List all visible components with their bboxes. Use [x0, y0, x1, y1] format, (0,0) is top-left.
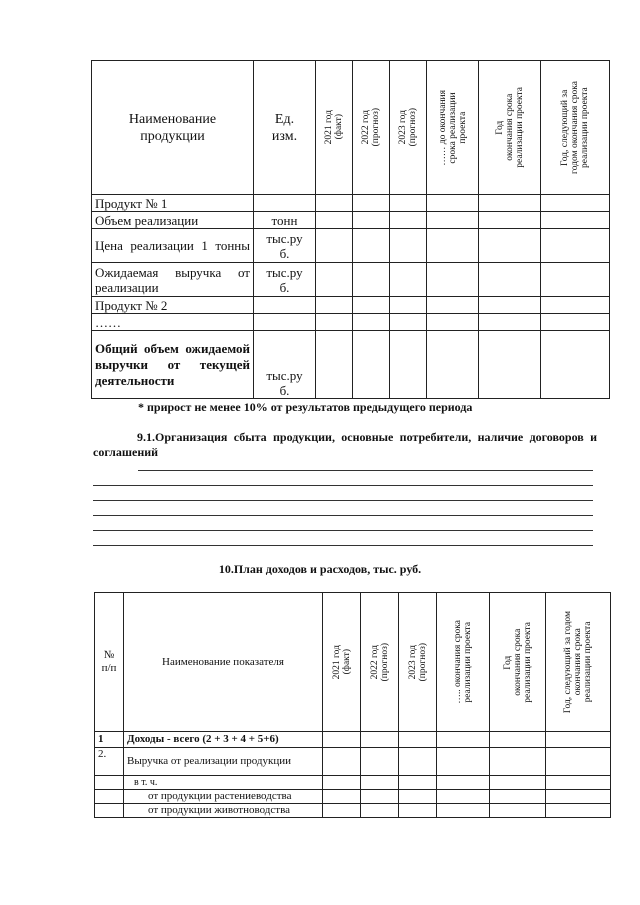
- row-unit: тонн: [254, 212, 316, 229]
- table-row: [95, 804, 611, 818]
- products-table: [91, 60, 610, 399]
- row-number: 1: [95, 732, 124, 748]
- header-until-end: ….. окончания срока реализации проекта: [437, 593, 490, 732]
- header-year-2023: 2023 год (прогноз): [390, 61, 427, 195]
- fill-line: [93, 485, 593, 486]
- table-row: [92, 297, 610, 314]
- header-unit: Ед. изм.: [254, 61, 316, 195]
- header-number: № п/п: [95, 593, 124, 732]
- table-row: [92, 263, 610, 297]
- row-name: Объем реализации: [92, 212, 254, 229]
- row-name: Продукт № 2: [92, 297, 254, 314]
- table-row: [95, 776, 611, 790]
- row-number: [95, 804, 124, 818]
- row-unit: [254, 195, 316, 212]
- table-row: [95, 790, 611, 804]
- section-10-title: 10.План доходов и расходов, тыс. руб.: [218, 562, 422, 576]
- table-row: [95, 748, 611, 776]
- row-number: 2.: [95, 748, 124, 776]
- header-end-year: Год окончания срока реализации проекта: [490, 593, 546, 732]
- header-year-2021: 2021 год (факт): [323, 593, 361, 732]
- row-name: Продукт № 1: [92, 195, 254, 212]
- header-indicator: Наименование показателя: [124, 593, 323, 732]
- section-9-1-heading: 9.1.Организация сбыта продукции, основные потребители, наличие договоров и соглашений: [93, 430, 597, 459]
- table-row: [92, 212, 610, 229]
- row-unit: тыс.ру б.: [254, 331, 316, 399]
- row-number: [95, 776, 124, 790]
- row-number: [95, 790, 124, 804]
- row-unit: [254, 314, 316, 331]
- table-row: [95, 732, 611, 748]
- header-until-end: …… до окончания срока реализации проекта: [427, 61, 479, 195]
- income-table-header: [95, 593, 611, 732]
- table-row: [92, 331, 610, 399]
- fill-line: [93, 530, 593, 531]
- row-name: от продукции животноводства: [124, 804, 323, 818]
- table-row: [92, 314, 610, 331]
- row-unit: [254, 297, 316, 314]
- table-row: [92, 195, 610, 212]
- header-year-2021: 2021 год (факт): [316, 61, 353, 195]
- row-name: Выручка от реализации продукции: [124, 748, 323, 776]
- header-year-2023: 2023 год (прогноз): [399, 593, 437, 732]
- fill-line: [93, 500, 593, 501]
- row-unit: тыс.ру б.: [254, 229, 316, 263]
- income-expense-table: [94, 592, 611, 818]
- header-next-year: Год, следующий за годом окончания срока реализации проекта: [546, 593, 611, 732]
- products-table-header: [92, 61, 610, 195]
- header-product-name: Наименование продукции: [92, 61, 254, 195]
- row-name: в т. ч.: [124, 776, 323, 790]
- header-year-2022: 2022 год (прогноз): [361, 593, 399, 732]
- fill-line: [93, 515, 593, 516]
- row-name: Доходы - всего (2 + 3 + 4 + 5+6): [124, 732, 323, 748]
- row-name: Ожидаемая выручка от реализации: [92, 263, 254, 297]
- row-name: от продукции растениеводства: [124, 790, 323, 804]
- table-row: [92, 229, 610, 263]
- row-name: Цена реализации 1 тонны: [92, 229, 254, 263]
- header-year-2022: 2022 год (прогноз): [353, 61, 390, 195]
- row-name: ……: [92, 314, 254, 331]
- fill-line: [138, 470, 593, 471]
- footnote: * прирост не менее 10% от результатов предыдущего периода: [138, 400, 473, 414]
- fill-line: [93, 545, 593, 546]
- row-unit: тыс.ру б.: [254, 263, 316, 297]
- header-end-year: Год окончания срока реализации проекта: [479, 61, 541, 195]
- header-next-year: Год, следующий за годом окончания срока реализации проекта: [541, 61, 610, 195]
- row-name: Общий объем ожидаемой выручки от текущей деятельности: [92, 331, 254, 399]
